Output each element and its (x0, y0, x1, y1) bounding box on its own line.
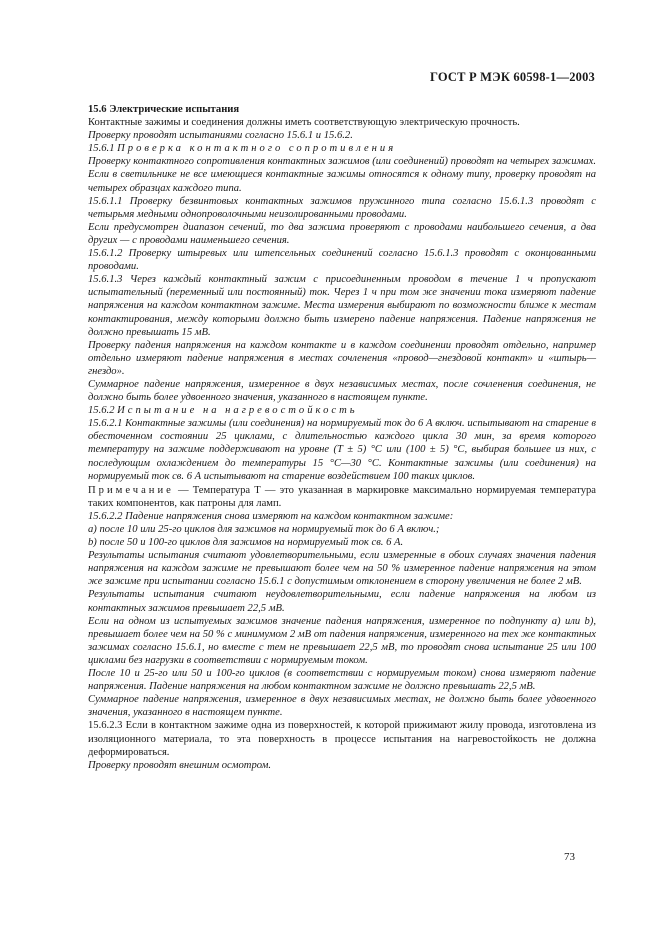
paragraph: Суммарное падение напряжения, измеренное в двух независимых местах, после сочленения соединения, не должно быть более удвоенного значения, указанного в настоящем пункте. (88, 378, 596, 404)
paragraph: Проверку проводят испытаниями согласно 15.6.1 и 15.6.2. (88, 130, 353, 142)
list-item: b) после 50 и 100-го циклов для зажимов на нормируемый ток св. 6 А. (88, 537, 404, 549)
subsection-number: 15.6.1 (88, 143, 115, 155)
paragraph: Если на одном из испытуемых зажимов значение падения напряжения, измеренное по подпункту а) или b), превышает более чем на 50 % с минимумом 2 мВ от падения напряжения, измеренного на тех же контактных зажимах согласно 15.6.1, но вместе с тем не превышает 22,5 мВ, то проводят снова испытание 25 или 100 циклами без нагрузки в соответствии с нормируемым током. (88, 615, 596, 666)
page-body (88, 103, 596, 772)
subsection-number: 15.6.2 (88, 405, 115, 417)
subsection-heading (88, 404, 596, 417)
page-number: 73 (564, 851, 575, 863)
note (88, 484, 596, 510)
paragraph: Результаты испытания считают неудовлетворительными, если падение напряжения на любом из контактных зажимов превышает 22,5 мВ. (88, 589, 596, 614)
subsection-title: Испытание на нагревостойкость (117, 405, 358, 417)
section-heading: 15.6 Электрические испытания (88, 104, 240, 115)
paragraph: 15.6.2.1 Контактные зажимы (или соединения) на нормируемый ток до 6 А включ. испытывают на старение в обесточенном состоянии 25 циклами, с длительностью каждого цикла 30 мин, за время которого температуру на зажиме поддерживают на уровне (Т ± 5) °С или (100 ± 5) °С, выбирая большее из них, с последующим охлаждением до температуры 15 °С—30 °С. Контактные зажимы (или соединения) на нормируемый ток св. 6 А испытывают на старение воздействием 100 таких циклов. (88, 418, 596, 482)
paragraph: 15.6.1.1 Проверку безвинтовых контактных зажимов пружинного типа согласно 15.6.1.3 проводят с четырьмя медными однопроволочными неизолированными проводами. (88, 195, 596, 220)
list-item: а) после 10 или 25-го циклов для зажимов на нормируемый ток до 6 А включ.; (88, 524, 440, 535)
paragraph: Проверку проводят внешним осмотром. (88, 759, 272, 771)
subsection-title: Проверка контактного сопротивления (117, 143, 397, 155)
paragraph: Проверку падения напряжения на каждом контакте и в каждом соединении проводят отдельно, например отдельно измеряют падение напряжения в местах сочленения «провод—гнездовой контакт» и «штырь—гнездо». (88, 339, 596, 377)
subsection-heading (88, 142, 596, 155)
paragraph: Суммарное падение напряжения, измеренное в двух независимых местах, не должно быть более удвоенного значения, указанного в настоящем пункте. (88, 694, 596, 719)
note-label: Примечание (88, 484, 174, 496)
paragraph: Контактные зажимы и соединения должны иметь соответствующую электрическую прочность. (88, 117, 520, 129)
paragraph: 15.6.1.2 Проверку штыревых или штепсельных соединений согласно 15.6.1.3 проводят с оконцованными проводами. (88, 248, 596, 273)
paragraph: 15.6.1.3 Через каждый контактный зажим с присоединенным проводом в течение 1 ч пропускают испытательный (переменный или постоянный) ток. Через 1 ч при том же значении тока измеряют падение напряжения на каждом контактном зажиме. Места измерения выбирают по возможности ближе к местам контактирования, между которыми должно быть измерено падение напряжения. Падение напряжения не должно превышать 15 мВ. (88, 274, 596, 338)
paragraph: 15.6.2.3 Если в контактном зажиме одна из поверхностей, к которой прижимают жилу провода, изготовлена из изоляционного материала, то эта поверхность в процессе испытания на нагревостойкость не должна деформироваться. (88, 720, 596, 758)
paragraph: Результаты испытания считают удовлетворительными, если измеренные в обоих случаях значения падения напряжения на каждом зажиме не превышают более чем на 50 % измеренное падение напряжения на этом же зажиме при испытании согласно 15.6.1 с допустимым отклонением в сторону увеличения не более 2 мВ. (88, 550, 596, 588)
paragraph: После 10 и 25-го или 50 и 100-го циклов (в соответствии с нормируемым током) снова измеряют падение напряжения. Падение напряжения на любом контактном зажиме не должно превышать 22,5 мВ. (88, 668, 596, 693)
document-header: ГОСТ Р МЭК 60598-1—2003 (430, 70, 595, 84)
paragraph: Проверку контактного сопротивления контактных зажимов (или соединений) проводят на четырех зажимах. Если в светильнике не все имеющиеся контактные зажимы относятся к одному типу, проверку проводят на четырех образцах каждого типа. (88, 156, 596, 194)
paragraph: Если предусмотрен диапазон сечений, то два зажима проверяют с проводами наибольшего сечения, а два других — с проводами наименьшего сечения. (88, 221, 596, 246)
paragraph: 15.6.2.2 Падение напряжения снова измеряют на каждом контактном зажиме: (88, 510, 454, 522)
note-text: — Температура Т — это указанная в маркировке максимально нормируемая температура таких компонентов, как патроны для ламп. (88, 484, 596, 509)
